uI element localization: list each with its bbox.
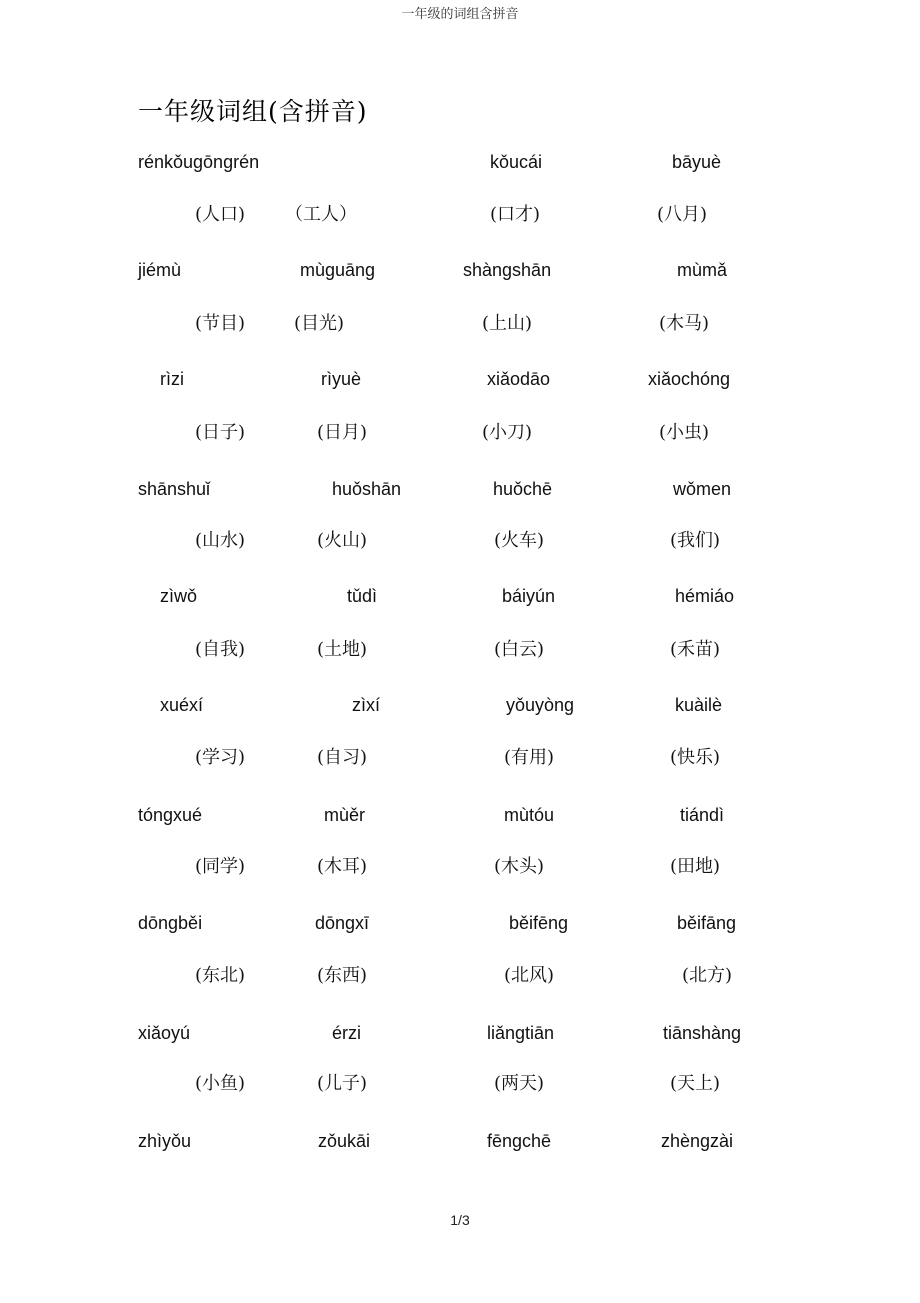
chinese-word: (木耳) [317, 856, 368, 877]
running-header: 一年级的词组含拼音 [401, 7, 519, 22]
chinese-word: (小鱼) [195, 1073, 246, 1094]
chinese-word: (火车) [494, 530, 545, 551]
chinese-word: (儿子) [317, 1073, 368, 1094]
pinyin-word: mùěr [324, 805, 366, 825]
chinese-word: (天上) [670, 1073, 721, 1094]
chinese-word: (木马) [659, 313, 710, 334]
chinese-word: (土地) [317, 639, 368, 660]
pinyin-word: xiǎoyú [138, 1023, 191, 1043]
pinyin-word: fēngchē [487, 1131, 552, 1151]
pinyin-word: bāyuè [672, 152, 722, 172]
pinyin-word: xiǎochóng [648, 369, 731, 389]
pinyin-word: xiǎodāo [487, 369, 551, 389]
pinyin-word: shānshuǐ [138, 479, 211, 499]
pinyin-word: rénkǒugōngrén [138, 152, 260, 172]
pinyin-word: rìyuè [321, 369, 362, 389]
chinese-word: (日月) [317, 422, 368, 443]
chinese-word: (日子) [195, 422, 246, 443]
pinyin-word: tiānshàng [663, 1023, 742, 1043]
pinyin-word: zìwǒ [160, 586, 198, 606]
chinese-word: (白云) [494, 639, 545, 660]
page-number: 1/3 [450, 1212, 470, 1228]
chinese-word: (上山) [482, 313, 533, 334]
page-title: 一年级词组(含拼音) [138, 97, 368, 126]
chinese-word: (禾苗) [670, 639, 721, 660]
pinyin-word: tǔdì [347, 586, 378, 606]
chinese-word: (火山) [317, 530, 368, 551]
chinese-word: (田地) [670, 856, 721, 877]
pinyin-word: hémiáo [675, 586, 735, 606]
pinyin-word: zhèngzài [661, 1131, 734, 1151]
pinyin-word: rìzi [160, 369, 184, 389]
pinyin-word: kuàilè [675, 695, 723, 715]
pinyin-word: jiémù [138, 260, 182, 280]
pinyin-word: mùguāng [300, 260, 376, 280]
chinese-word: (口才) [490, 204, 541, 225]
pinyin-word: huǒshān [332, 479, 402, 499]
chinese-word: (节目) [195, 313, 246, 334]
chinese-word: (东北) [195, 965, 246, 986]
chinese-word: (小虫) [659, 422, 710, 443]
pinyin-word: yǒuyòng [506, 695, 575, 715]
pinyin-word: běifāng [677, 913, 737, 933]
pinyin-word: huǒchē [493, 479, 553, 499]
pinyin-word: mùtóu [504, 805, 555, 825]
pinyin-word: dōngxī [315, 913, 370, 933]
pinyin-word: zìxí [352, 695, 381, 715]
chinese-word: (人口) [195, 204, 246, 225]
pinyin-word: báiyún [502, 586, 556, 606]
pinyin-word: zhìyǒu [138, 1131, 192, 1151]
chinese-word: (木头) [494, 856, 545, 877]
chinese-word: (学习) [195, 747, 246, 768]
chinese-word: (有用) [504, 747, 555, 768]
pinyin-word: liǎngtiān [487, 1023, 555, 1043]
chinese-word: (我们) [670, 530, 721, 551]
pinyin-word: érzi [332, 1023, 362, 1043]
chinese-word: (北方) [682, 965, 733, 986]
chinese-word: (两天) [494, 1073, 545, 1094]
pinyin-word: shàngshān [463, 260, 552, 280]
pinyin-word: tiándì [680, 805, 725, 825]
pinyin-word: wǒmen [673, 479, 732, 499]
chinese-word: (山水) [195, 530, 246, 551]
chinese-word: (自我) [195, 639, 246, 660]
pinyin-word: dōngběi [138, 913, 203, 933]
pinyin-word: kǒucái [490, 152, 543, 172]
pinyin-word: běifēng [509, 913, 569, 933]
pinyin-word: xuéxí [160, 695, 204, 715]
chinese-word: (八月) [657, 204, 708, 225]
pinyin-word: tóngxué [138, 805, 203, 825]
pinyin-word: zǒukāi [318, 1131, 371, 1151]
pinyin-word: mùmǎ [677, 260, 728, 280]
chinese-word: (同学) [195, 856, 246, 877]
chinese-word: (目光) [294, 313, 345, 334]
chinese-word: (北风) [504, 965, 555, 986]
chinese-word: (快乐) [670, 747, 721, 768]
chinese-word: （工人） [285, 204, 357, 225]
chinese-word: (小刀) [482, 422, 533, 443]
chinese-word: (自习) [317, 747, 368, 768]
chinese-word: (东西) [317, 965, 368, 986]
